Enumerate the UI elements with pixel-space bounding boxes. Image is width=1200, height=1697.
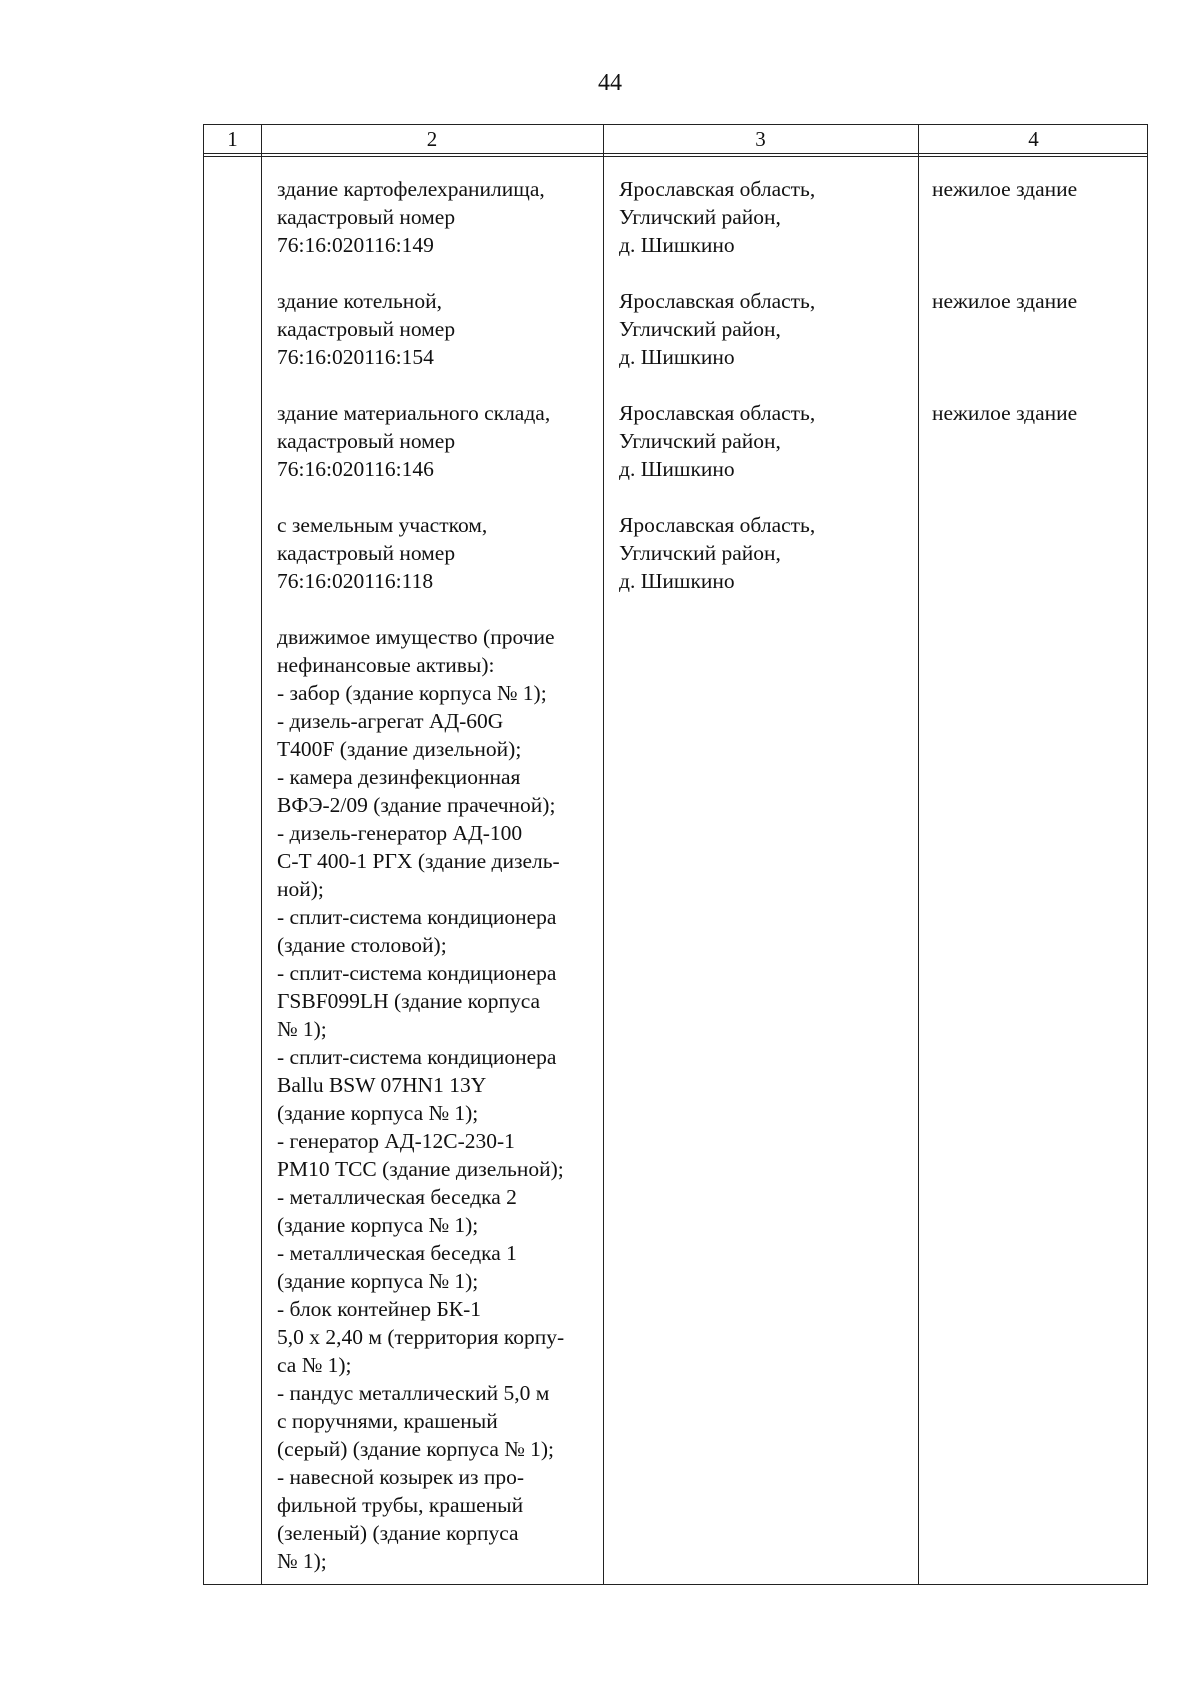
object-address: Ярославская область, Угличский район, д. Шишкино: [619, 177, 816, 257]
property-table: [203, 124, 1148, 1585]
object-description: здание котельной, кадастровый номер 76:16:020116:154: [277, 289, 456, 369]
header-col-1: 1: [227, 127, 238, 151]
column-divider: [918, 125, 919, 1584]
object-address: Ярославская область, Угличский район, д. Шишкино: [619, 513, 816, 593]
object-description: здание материального склада, кадастровый номер 76:16:020116:146: [277, 401, 551, 481]
object-type: нежилое здание: [932, 289, 1078, 313]
column-divider: [261, 125, 262, 1584]
object-description: здание картофелехранилища, кадастровый номер 76:16:020116:149: [277, 177, 545, 257]
object-description: с земельным участком, кадастровый номер 76:16:020116:118: [277, 513, 488, 593]
object-address: Ярославская область, Угличский район, д. Шишкино: [619, 289, 816, 369]
page-number: 44: [598, 70, 622, 96]
movable-property-list: движимое имущество (прочие нефинансовые активы): - забор (здание корпуса № 1); - дизель-агрегат АД-60G T400F (здание дизельной); - камера дезинфекционная ВФЭ-2/09 (здание прачечной); - дизель-генератор АД-100 С-Т 400-1 РГХ (здание дизель- ной); - сплит-система кондиционера (здание столовой); - сплит-система кондиционера ГSBF099LH (здание корпуса № 1); - сплит-система кондиционера Ballu BSW 07HN1 13Y (здание корпуса № 1); - генератор АД-12С-230-1 РМ10 ТСС (здание дизельной); - металлическая беседка 2 (здание корпуса № 1); - металлическая беседка 1 (здание корпуса № 1); - блок контейнер БК-1 5,0 х 2,40 м (территория корпу- са № 1); - пандус металлический 5,0 м с поручнями, крашеный (серый) (здание корпуса № 1); - навесной козырек из про- фильной трубы, крашеный (зеленый) (здание корпуса № 1);: [277, 625, 565, 1573]
object-type: нежилое здание: [932, 177, 1078, 201]
header-col-4: 4: [1028, 127, 1039, 151]
object-type: нежилое здание: [932, 401, 1078, 425]
header-col-2: 2: [426, 127, 438, 151]
header-divider-double: [204, 156, 1147, 157]
object-address: Ярославская область, Угличский район, д. Шишкино: [619, 401, 816, 481]
header-col-3: 3: [755, 127, 766, 151]
header-divider: [204, 153, 1147, 154]
